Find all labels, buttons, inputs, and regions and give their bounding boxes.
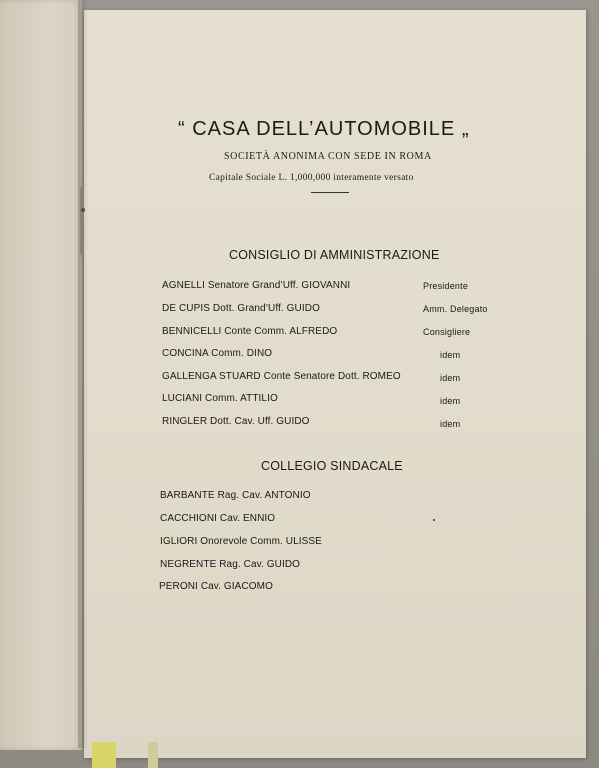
share-capital-line: Capitale Sociale L. 1,000,000 interamente versato xyxy=(209,173,414,183)
board-member-role: idem xyxy=(440,373,461,383)
board-member-name: AGNELLI Senatore Grand’Uff. GIOVANNI xyxy=(162,280,351,291)
page-tab xyxy=(148,742,158,768)
auditor-name: BARBANTE Rag. Cav. ANTONIO xyxy=(160,490,311,501)
auditor-name: NEGRENTE Rag. Cav. GUIDO xyxy=(160,559,301,570)
document-subtitle: SOCIETÀ ANONIMA CON SEDE IN ROMA xyxy=(224,151,432,162)
board-member-role: idem xyxy=(440,396,461,406)
page-tab xyxy=(92,742,116,768)
staple-hole xyxy=(81,208,85,212)
board-member-name: LUCIANI Comm. ATTILIO xyxy=(162,393,278,404)
board-member-role: Amm. Delegato xyxy=(423,304,488,314)
title-divider xyxy=(311,192,349,193)
board-member-name: RINGLER Dott. Cav. Uff. GUIDO xyxy=(162,416,310,427)
board-heading: CONSIGLIO DI AMMINISTRAZIONE xyxy=(229,248,440,262)
board-member-name: DE CUPIS Dott. Grand’Uff. GUIDO xyxy=(162,303,320,314)
board-member-role: Consigliere xyxy=(423,327,471,337)
auditor-name: PERONI Cav. GIACOMO xyxy=(159,581,273,592)
board-member-role: Presidente xyxy=(423,281,469,291)
auditor-name: CACCHIONI Cav. ENNIO xyxy=(160,513,276,524)
board-member-role: idem xyxy=(440,350,461,360)
auditor-name: IGLIORI Onorevole Comm. ULISSE xyxy=(160,536,322,547)
left-page xyxy=(0,0,82,750)
board-member-name: CONCINA Comm. DINO xyxy=(162,348,273,359)
board-member-name: GALLENGA STUARD Conte Senatore Dott. ROMEO xyxy=(162,371,401,382)
board-member-role: idem xyxy=(440,419,461,429)
spine-shadow xyxy=(78,0,88,748)
board-member-name: BENNICELLI Conte Comm. ALFREDO xyxy=(162,326,338,337)
auditors-heading: COLLEGIO SINDACALE xyxy=(261,459,403,473)
paper-speck xyxy=(433,519,435,521)
document-title: “ CASA DELL’AUTOMOBILE „ xyxy=(178,118,470,140)
binding-staple xyxy=(80,186,90,256)
